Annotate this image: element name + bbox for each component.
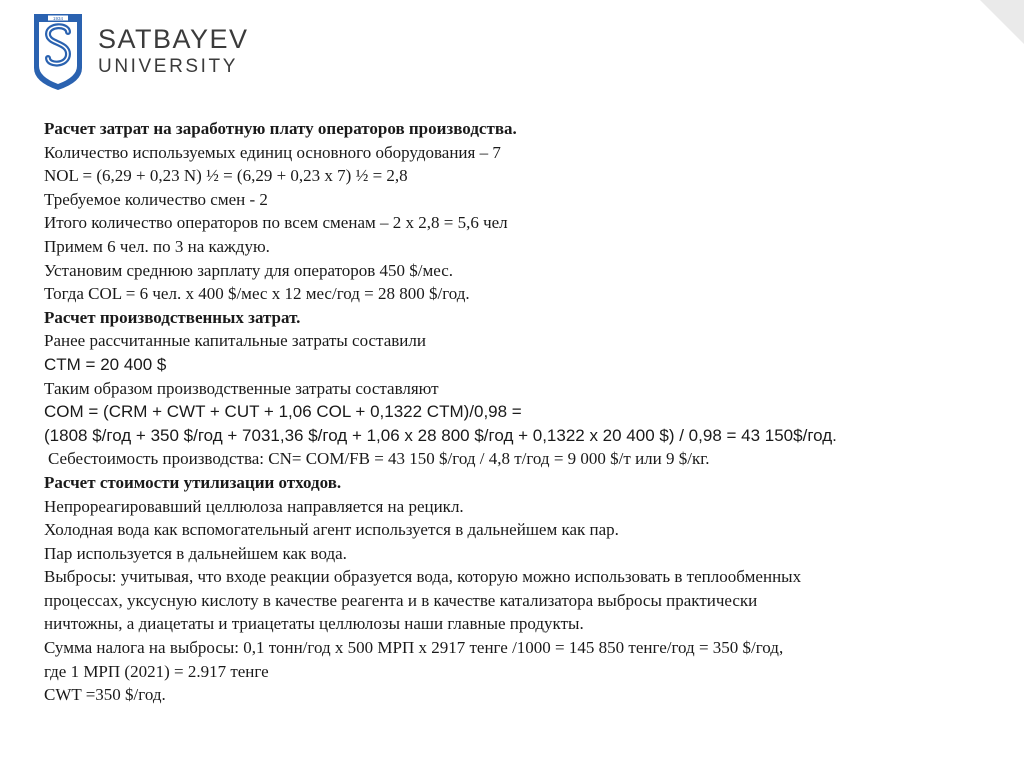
formula-cost-price: Себестоимость производства: CN= COM/FB = 43 150 $/год / 4,8 т/год = 9 000 $/т или 9 $/кг. xyxy=(48,449,710,469)
university-logo xyxy=(30,10,249,92)
slide-body xyxy=(44,117,994,707)
text-line: Непрореагировавший целлюлоза направляется на рецикл. xyxy=(44,496,464,516)
text-line: где 1 МРП (2021) = 2.917 тенге xyxy=(44,661,269,681)
formula-emission-tax: Сумма налога на выбросы: 0,1 тонн/год х 500 МРП х 2917 тенге /1000 = 145 850 тенге/год = 350 $/год, xyxy=(44,638,784,658)
section-heading-production-costs: Расчет производственных затрат. xyxy=(44,307,301,327)
text-line: Холодная вода как вспомогательный агент используется в дальнейшем как пар. xyxy=(44,520,619,540)
formula-com: COM = (CRM + CWT + CUT + 1,06 COL + 0,1322 CTM)/0,98 = xyxy=(44,402,522,422)
text-line: Итого количество операторов по всем сменам – 2 x 2,8 = 5,6 чел xyxy=(44,213,508,233)
formula-col: Тогда COL = 6 чел. х 400 $/мес х 12 мес/год = 28 800 $/год. xyxy=(44,284,470,304)
text-line: процессах, уксусную кислоту в качестве реагента и в качестве катализатора выбросы практически xyxy=(44,590,758,610)
satbayev-emblem-icon xyxy=(30,10,86,92)
formula-com-values: (1808 $/год + 350 $/год + 7031,36 $/год + 1,06 х 28 800 $/год + 0,1322 х 20 400 $) / 0,98 = 43 150$/год. xyxy=(44,425,837,445)
page-corner-fold xyxy=(980,0,1024,44)
logo-year: 1934 xyxy=(52,16,64,21)
formula-ctm: CTM = 20 400 $ xyxy=(44,354,167,374)
text-line: Пар используется в дальнейшем как вода. xyxy=(44,543,347,563)
logo-name-line2: UNIVERSITY xyxy=(98,56,239,77)
formula-nol: NOL = (6,29 + 0,23 N) ½ = (6,29 + 0,23 x 7) ½ = 2,8 xyxy=(44,166,408,186)
text-line: Таким образом производственные затраты составляют xyxy=(44,378,439,398)
section-heading-labor-costs: Расчет затрат на заработную плату операторов производства. xyxy=(44,119,517,138)
formula-cwt: CWT =350 $/год. xyxy=(44,685,166,705)
text-line: ничтожны, а диацетаты и триацетаты целлюлозы наши главные продукты. xyxy=(44,614,584,634)
logo-name-line1: SATBAYEV xyxy=(98,24,249,54)
text-line: Выбросы: учитывая, что входе реакции образуется вода, которую можно использовать в теплообменных xyxy=(44,567,802,587)
text-line: Примем 6 чел. по 3 на каждую. xyxy=(44,236,270,256)
text-line: Установим среднюю зарплату для операторов 450 $/мес. xyxy=(44,260,454,280)
text-line: Требуемое количество смен - 2 xyxy=(44,189,268,209)
text-line: Ранее рассчитанные капитальные затраты составили xyxy=(44,331,426,351)
text-line: Количество используемых единиц основного оборудования – 7 xyxy=(44,142,501,162)
logo-wordmark xyxy=(98,26,249,76)
section-heading-waste-costs: Расчет стоимости утилизации отходов. xyxy=(44,472,342,492)
